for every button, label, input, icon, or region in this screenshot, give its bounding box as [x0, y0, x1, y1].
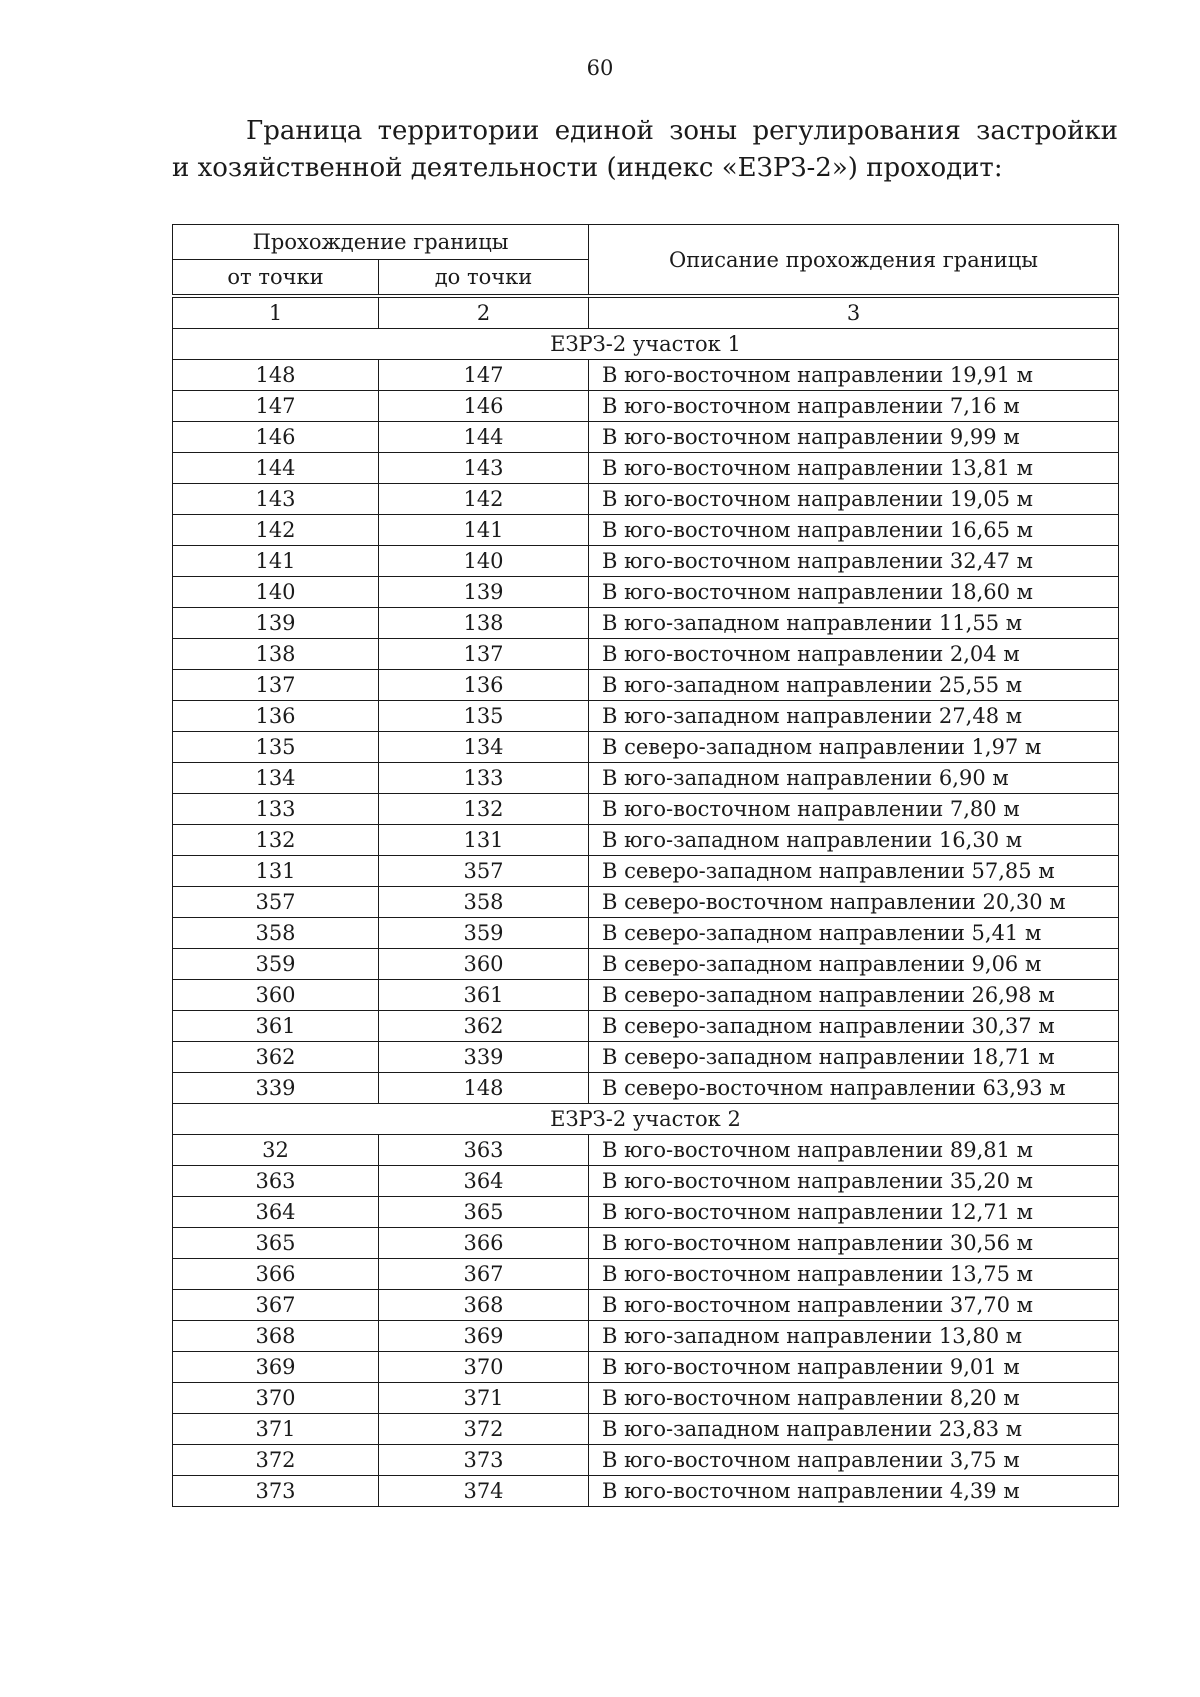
description-cell: В юго-восточном направлении 19,05 м: [589, 484, 1119, 515]
to-point-cell: 374: [379, 1476, 589, 1507]
table-row: [173, 453, 1119, 484]
to-point-cell: 361: [379, 980, 589, 1011]
from-point-cell: 362: [173, 1042, 379, 1073]
to-point-cell: 370: [379, 1352, 589, 1383]
description-cell: В северо-западном направлении 26,98 м: [589, 980, 1119, 1011]
description-cell: В юго-восточном направлении 13,75 м: [589, 1259, 1119, 1290]
table-row: [173, 732, 1119, 763]
table-row: [173, 577, 1119, 608]
description-cell: В северо-западном направлении 1,97 м: [589, 732, 1119, 763]
to-point-cell: 365: [379, 1197, 589, 1228]
table-row: [173, 1476, 1119, 1507]
description-cell: В северо-восточном направлении 63,93 м: [589, 1073, 1119, 1104]
header-row-group: [173, 225, 1119, 260]
header-group-cell: Прохождение границы: [173, 225, 589, 260]
from-point-cell: 358: [173, 918, 379, 949]
intro-line-1: [172, 113, 1118, 150]
description-cell: В юго-восточном направлении 9,99 м: [589, 422, 1119, 453]
section-title-row: [173, 1104, 1119, 1135]
table-row: [173, 794, 1119, 825]
intro-word: единой: [554, 116, 654, 146]
table-row: [173, 1259, 1119, 1290]
table-row: [173, 608, 1119, 639]
from-point-cell: 360: [173, 980, 379, 1011]
header-from-cell: от точки: [173, 260, 379, 295]
to-point-cell: 139: [379, 577, 589, 608]
table-row: [173, 670, 1119, 701]
description-cell: В северо-западном направлении 9,06 м: [589, 949, 1119, 980]
description-cell: В юго-восточном направлении 18,60 м: [589, 577, 1119, 608]
from-point-cell: 143: [173, 484, 379, 515]
intro-word: территории: [377, 116, 540, 146]
to-point-cell: 339: [379, 1042, 589, 1073]
description-cell: В северо-западном направлении 30,37 м: [589, 1011, 1119, 1042]
table-row: [173, 825, 1119, 856]
from-point-cell: 372: [173, 1445, 379, 1476]
intro-word: зоны: [669, 116, 738, 146]
to-point-cell: 366: [379, 1228, 589, 1259]
description-cell: В юго-восточном направлении 7,16 м: [589, 391, 1119, 422]
from-point-cell: 370: [173, 1383, 379, 1414]
intro-word: Граница: [246, 116, 363, 146]
description-cell: В юго-восточном направлении 32,47 м: [589, 546, 1119, 577]
table-row: [173, 1321, 1119, 1352]
to-point-cell: 358: [379, 887, 589, 918]
description-cell: В юго-восточном направлении 3,75 м: [589, 1445, 1119, 1476]
description-cell: В юго-восточном направлении 89,81 м: [589, 1135, 1119, 1166]
description-cell: В юго-западном направлении 11,55 м: [589, 608, 1119, 639]
from-point-cell: 368: [173, 1321, 379, 1352]
description-cell: В северо-восточном направлении 20,30 м: [589, 887, 1119, 918]
from-point-cell: 373: [173, 1476, 379, 1507]
intro-paragraph: [172, 113, 1118, 187]
table-row: [173, 484, 1119, 515]
description-cell: В юго-восточном направлении 30,56 м: [589, 1228, 1119, 1259]
description-cell: В юго-восточном направлении 12,71 м: [589, 1197, 1119, 1228]
from-point-cell: 132: [173, 825, 379, 856]
column-number-cell: 3: [589, 298, 1119, 329]
section-title-row: [173, 329, 1119, 360]
table-row: [173, 422, 1119, 453]
to-point-cell: 144: [379, 422, 589, 453]
description-cell: В северо-западном направлении 57,85 м: [589, 856, 1119, 887]
from-point-cell: 146: [173, 422, 379, 453]
description-cell: В юго-восточном направлении 13,81 м: [589, 453, 1119, 484]
to-point-cell: 369: [379, 1321, 589, 1352]
to-point-cell: 136: [379, 670, 589, 701]
to-point-cell: 373: [379, 1445, 589, 1476]
to-point-cell: 142: [379, 484, 589, 515]
intro-line-2: и хозяйственной деятельности (индекс «ЕЗРЗ-2») проходит:: [172, 153, 1003, 183]
description-cell: В юго-восточном направлении 7,80 м: [589, 794, 1119, 825]
description-cell: В юго-восточном направлении 2,04 м: [589, 639, 1119, 670]
header-to-cell: до точки: [379, 260, 589, 295]
table-row: [173, 856, 1119, 887]
column-number-cell: 1: [173, 298, 379, 329]
to-point-cell: 146: [379, 391, 589, 422]
from-point-cell: 135: [173, 732, 379, 763]
description-cell: В юго-западном направлении 25,55 м: [589, 670, 1119, 701]
table-row: [173, 1135, 1119, 1166]
to-point-cell: 140: [379, 546, 589, 577]
table-row: [173, 1445, 1119, 1476]
page-number: 60: [586, 56, 614, 80]
description-cell: В юго-восточном направлении 4,39 м: [589, 1476, 1119, 1507]
description-cell: В юго-западном направлении 27,48 м: [589, 701, 1119, 732]
description-cell: В юго-восточном направлении 19,91 м: [589, 360, 1119, 391]
table-row: [173, 546, 1119, 577]
to-point-cell: 134: [379, 732, 589, 763]
from-point-cell: 134: [173, 763, 379, 794]
to-point-cell: 364: [379, 1166, 589, 1197]
table-row: [173, 918, 1119, 949]
from-point-cell: 136: [173, 701, 379, 732]
from-point-cell: 363: [173, 1166, 379, 1197]
to-point-cell: 148: [379, 1073, 589, 1104]
table-row: [173, 701, 1119, 732]
from-point-cell: 147: [173, 391, 379, 422]
table-row: [173, 949, 1119, 980]
from-point-cell: 32: [173, 1135, 379, 1166]
column-number-cell: 2: [379, 298, 589, 329]
from-point-cell: 357: [173, 887, 379, 918]
to-point-cell: 357: [379, 856, 589, 887]
table-row: [173, 1290, 1119, 1321]
to-point-cell: 131: [379, 825, 589, 856]
header-desc-cell: Описание прохождения границы: [589, 225, 1119, 295]
table-row: [173, 1383, 1119, 1414]
description-cell: В юго-западном направлении 23,83 м: [589, 1414, 1119, 1445]
to-point-cell: 137: [379, 639, 589, 670]
from-point-cell: 366: [173, 1259, 379, 1290]
to-point-cell: 367: [379, 1259, 589, 1290]
from-point-cell: 144: [173, 453, 379, 484]
table-row: [173, 1073, 1119, 1104]
table-row: [173, 1166, 1119, 1197]
from-point-cell: 371: [173, 1414, 379, 1445]
from-point-cell: 139: [173, 608, 379, 639]
table-row: [173, 639, 1119, 670]
from-point-cell: 138: [173, 639, 379, 670]
from-point-cell: 141: [173, 546, 379, 577]
description-cell: В юго-восточном направлении 9,01 м: [589, 1352, 1119, 1383]
to-point-cell: 362: [379, 1011, 589, 1042]
table-row: [173, 763, 1119, 794]
table-row: [173, 1042, 1119, 1073]
from-point-cell: 364: [173, 1197, 379, 1228]
from-point-cell: 133: [173, 794, 379, 825]
description-cell: В юго-восточном направлении 8,20 м: [589, 1383, 1119, 1414]
from-point-cell: 361: [173, 1011, 379, 1042]
description-cell: В юго-западном направлении 13,80 м: [589, 1321, 1119, 1352]
table-row: [173, 1414, 1119, 1445]
table-row: [173, 980, 1119, 1011]
from-point-cell: 359: [173, 949, 379, 980]
to-point-cell: 141: [379, 515, 589, 546]
to-point-cell: 147: [379, 360, 589, 391]
section-title: ЕЗРЗ-2 участок 1: [173, 329, 1119, 360]
table-row: [173, 1011, 1119, 1042]
to-point-cell: 360: [379, 949, 589, 980]
from-point-cell: 131: [173, 856, 379, 887]
from-point-cell: 142: [173, 515, 379, 546]
description-cell: В юго-восточном направлении 35,20 м: [589, 1166, 1119, 1197]
from-point-cell: 339: [173, 1073, 379, 1104]
to-point-cell: 135: [379, 701, 589, 732]
table-row: [173, 515, 1119, 546]
to-point-cell: 371: [379, 1383, 589, 1414]
table-row: [173, 360, 1119, 391]
table-row: [173, 1352, 1119, 1383]
from-point-cell: 365: [173, 1228, 379, 1259]
from-point-cell: 369: [173, 1352, 379, 1383]
column-number-row: [173, 298, 1119, 329]
to-point-cell: 138: [379, 608, 589, 639]
from-point-cell: 137: [173, 670, 379, 701]
to-point-cell: 368: [379, 1290, 589, 1321]
intro-word: регулирования: [752, 116, 961, 146]
table-row: [173, 887, 1119, 918]
description-cell: В юго-восточном направлении 16,65 м: [589, 515, 1119, 546]
description-cell: В юго-восточном направлении 37,70 м: [589, 1290, 1119, 1321]
to-point-cell: 132: [379, 794, 589, 825]
to-point-cell: 359: [379, 918, 589, 949]
boundary-table: [172, 224, 1119, 1507]
description-cell: В северо-западном направлении 5,41 м: [589, 918, 1119, 949]
from-point-cell: 140: [173, 577, 379, 608]
description-cell: В юго-западном направлении 6,90 м: [589, 763, 1119, 794]
to-point-cell: 143: [379, 453, 589, 484]
section-title: ЕЗРЗ-2 участок 2: [173, 1104, 1119, 1135]
to-point-cell: 372: [379, 1414, 589, 1445]
description-cell: В северо-западном направлении 18,71 м: [589, 1042, 1119, 1073]
table-row: [173, 1197, 1119, 1228]
to-point-cell: 133: [379, 763, 589, 794]
from-point-cell: 367: [173, 1290, 379, 1321]
description-cell: В юго-западном направлении 16,30 м: [589, 825, 1119, 856]
intro-word: застройки: [976, 116, 1118, 146]
from-point-cell: 148: [173, 360, 379, 391]
table-row: [173, 1228, 1119, 1259]
table-row: [173, 391, 1119, 422]
to-point-cell: 363: [379, 1135, 589, 1166]
